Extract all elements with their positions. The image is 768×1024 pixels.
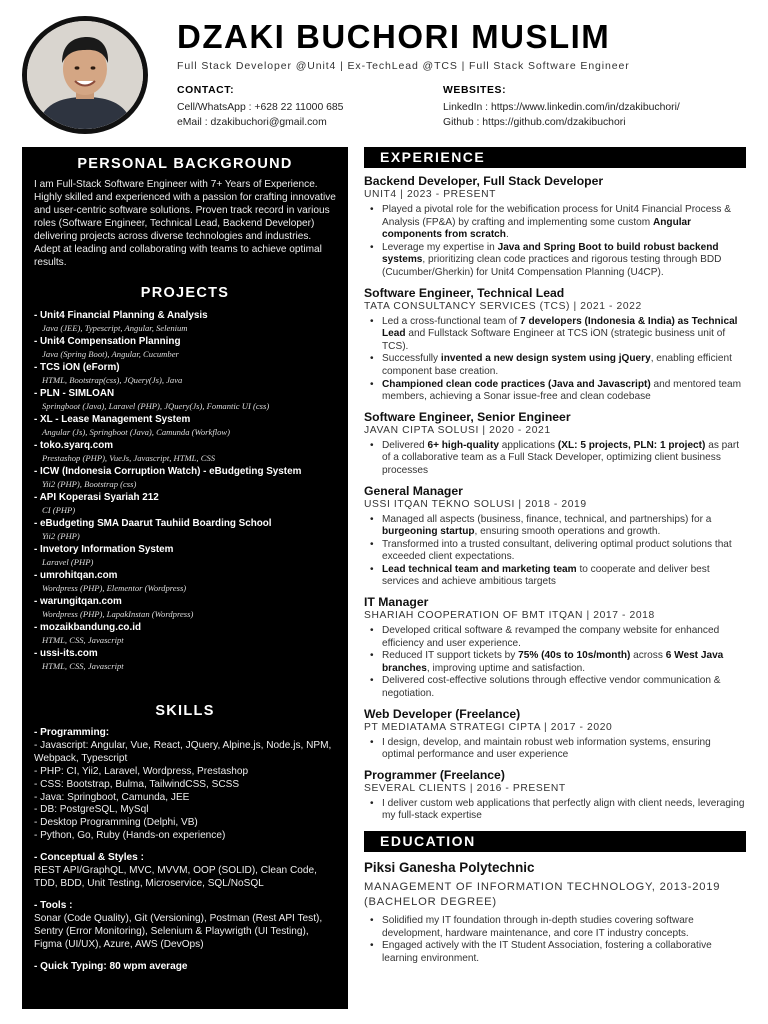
- job-entry: [364, 707, 746, 762]
- job-entry: [364, 595, 746, 701]
- job-title: Programmer (Freelance): [364, 767, 505, 782]
- project-name: - PLN - SIMLOAN: [34, 388, 115, 399]
- job-bullet: • Reduced IT support tickets by 75% (40s to 10s/month) across 6 West Java branches, improving uptime and satisfaction.: [364, 650, 746, 675]
- job-bullet: • Managed all aspects (business, finance, technical, and partnerships) for a burgeoning startup, ensuring smooth operations and growth.: [364, 514, 746, 539]
- job-entry: [364, 174, 746, 280]
- job-bullet: • Played a pivotal role for the webification process for Unit4 Financial Process & Analysis (FP&A) by crafting and implementing some custom Angular components from scratch.: [364, 204, 746, 242]
- project-name: - warungitqan.com: [34, 596, 122, 607]
- candidate-name: DZAKI BUCHORI MUSLIM: [177, 18, 611, 55]
- profile-photo-image: [27, 21, 143, 129]
- skills-block: [34, 727, 336, 973]
- project-stack: Java (JEE), Typescript, Angular, Selenium: [42, 323, 188, 333]
- project-item: [34, 413, 336, 439]
- skills-concept-heading: - Conceptual & Styles :: [34, 852, 144, 864]
- project-item: [34, 517, 336, 543]
- job-title: General Manager: [364, 483, 463, 498]
- project-name: - API Koperasi Syariah 212: [34, 492, 159, 503]
- linkedin-link[interactable]: LinkedIn : https://www.linkedin.com/in/dzakibuchori/: [443, 102, 680, 113]
- project-stack: Angular (Js), Springboot (Java), Camunda (Workflow): [42, 427, 231, 437]
- project-item: [34, 335, 336, 361]
- skill-line: - Desktop Programming (Delphi, VB): [34, 817, 198, 829]
- project-item: [34, 387, 336, 413]
- project-stack: HTML, Bootstrap(css), JQuery(Js), Java: [42, 375, 183, 385]
- project-name: - mozaikbandung.co.id: [34, 622, 141, 633]
- education-school: Piksi Ganesha Polytechnic: [364, 860, 535, 875]
- project-item: [34, 309, 336, 335]
- project-stack: CI (PHP): [42, 505, 76, 515]
- project-stack: Laravel (PHP): [42, 557, 94, 567]
- skill-line: - Python, Go, Ruby (Hands-on experience): [34, 830, 226, 842]
- job-bullet: • I deliver custom web applications that perfectly align with client needs, leveraging my full-stack expertise: [364, 798, 746, 823]
- project-name: - Invetory Information System: [34, 544, 174, 555]
- education-bullet: • Solidified my IT foundation through in-depth studies covering software development, hardware maintenance, and core IT industry concepts.: [364, 915, 746, 940]
- project-name: - umrohitqan.com: [34, 570, 118, 581]
- skills-concept-text: REST API/GraphQL, MVC, MVVM, OOP (SOLID), Clean Code, TDD, BDD, Unit Testing, Microservice, SQL/NoSQL: [34, 865, 317, 889]
- email-link[interactable]: eMail : dzakibuchori@gmail.com: [177, 117, 327, 128]
- project-stack: Java (Spring Boot), Angular, Cucumber: [42, 349, 179, 359]
- skill-line: - PHP: CI, Yii2, Laravel, Wordpress, Prestashop: [34, 765, 249, 777]
- project-name: - Unit4 Compensation Planning: [34, 336, 181, 347]
- profile-photo: [22, 16, 148, 134]
- job-meta: JAVAN CIPTA SOLUSI | 2020 - 2021: [364, 424, 551, 436]
- skills-programming-heading: - Programming:: [34, 727, 110, 738]
- github-link[interactable]: Github : https://github.com/dzakibuchori: [443, 117, 626, 128]
- contact-block: [177, 83, 343, 130]
- education-heading: EDUCATION: [364, 831, 746, 852]
- right-column: [364, 147, 746, 965]
- job-bullet: • Leverage my expertise in Java and Spring Boot to build robust backend systems, prioritizing clean code practices and rigorous testing through BDD (Cucumber/Gherkin) for Unit4 Compensation Planning (U4CP).: [364, 242, 746, 280]
- job-title: Web Developer (Freelance): [364, 706, 521, 721]
- projects-heading: PROJECTS: [140, 285, 230, 301]
- project-stack: HTML, CSS, Javascript: [42, 661, 124, 671]
- job-meta: USSI ITQAN TEKNO SOLUSI | 2018 - 2019: [364, 498, 587, 510]
- project-stack: Prestashop (PHP), VueJs, Javascript, HTML, CSS: [42, 453, 216, 463]
- job-entry: [364, 484, 746, 590]
- skills-tools-heading: - Tools :: [34, 899, 73, 911]
- skills-typing: - Quick Typing: 80 wpm average: [34, 960, 188, 972]
- job-title: Backend Developer, Full Stack Developer: [364, 174, 604, 188]
- job-bullet: • Transformed into a trusted consultant, delivering optimal product solutions that exceeded client expectations.: [364, 539, 746, 564]
- project-name: - TCS iON (eForm): [34, 362, 120, 373]
- job-meta: SEVERAL CLIENTS | 2016 - PRESENT: [364, 782, 566, 794]
- websites-block: [443, 83, 680, 130]
- websites-heading: WEBSITES:: [443, 85, 507, 96]
- skill-line: - DB: PostgreSQL, MySql: [34, 804, 149, 816]
- project-item: [34, 569, 336, 595]
- project-item: [34, 439, 336, 465]
- project-name: - ussi-its.com: [34, 648, 98, 659]
- personal-background-text: I am Full-Stack Software Engineer with 7+ Years of Experience. Highly skilled and experienced with a passion for crafting innovative and user-centric software solutions. Proven track record in various roles (Software Engineer, Technical Lead, Backend Developer) delivering projects across diverse technologies and industries. Adept at leading and collaborating with teams to achieve optimal results.: [34, 179, 336, 268]
- project-item: [34, 361, 336, 387]
- job-entry: [364, 410, 746, 478]
- job-bullet: • Delivered cost-effective solutions through effective vendor communication & negotiation.: [364, 675, 746, 700]
- job-entry: [364, 286, 746, 404]
- project-stack: Yii2 (PHP), Bootstrap (css): [42, 479, 137, 489]
- job-bullet: • Developed critical software & revamped the company website for enhanced efficiency and user experience.: [364, 625, 746, 650]
- job-title: Software Engineer, Technical Lead: [364, 285, 565, 300]
- experience-heading: EXPERIENCE: [364, 147, 746, 168]
- job-meta: TATA CONSULTANCY SERVICES (TCS) | 2021 - 2022: [364, 300, 642, 312]
- job-meta: PT MEDIATAMA STRATEGI CIPTA | 2017 - 2020: [364, 721, 613, 733]
- project-item: [34, 543, 336, 569]
- contact-heading: CONTACT:: [177, 85, 235, 96]
- skill-line: - CSS: Bootstrap, Bulma, TailwindCSS, SCSS: [34, 778, 240, 790]
- project-name: - Unit4 Financial Planning & Analysis: [34, 310, 208, 321]
- project-stack: Wordpress (PHP), LapakInstan (Wordpress): [42, 609, 194, 619]
- skills-tools-text: Sonar (Code Quality), Git (Versioning), Postman (Rest API Test), Sentry (Error Monitoring), Selenium & Playwrigth (UI Testing), Figma (UI/UX), Azure, AWS (DevOps): [34, 912, 323, 950]
- project-stack: Yii2 (PHP): [42, 531, 80, 541]
- job-bullet: • Successfully invented a new design system using jQuery, enabling efficient component base creation.: [364, 353, 746, 378]
- project-item: [34, 621, 336, 647]
- job-meta: SHARIAH COOPERATION OF BMT ITQAN | 2017 - 2018: [364, 610, 655, 622]
- project-item: [34, 491, 336, 517]
- job-bullet: • Led a cross-functional team of 7 developers (Indonesia & India) as Technical Lead and Fullstack Software Engineer at TCS iON (strategic business unit of TCS).: [364, 316, 746, 354]
- project-name: - ICW (Indonesia Corruption Watch) - eBudgeting System: [34, 466, 302, 477]
- project-name: - toko.syarq.com: [34, 440, 114, 451]
- job-bullet: • Delivered 6+ high-quality applications (XL: 5 projects, PLN: 1 project) as part of a collaborative team as a Full Stack Developer, optimizing client business processes: [364, 440, 746, 478]
- candidate-tagline: Full Stack Developer @Unit4 | Ex-TechLead @TCS | Full Stack Software Engineer: [177, 60, 630, 72]
- project-stack: HTML, CSS, Javascript: [42, 635, 124, 645]
- job-entry: [364, 768, 746, 823]
- left-column: [22, 147, 348, 1009]
- skill-line: - Java: Springboot, Camunda, JEE: [34, 791, 190, 803]
- phone-text: Cell/WhatsApp : +628 22 11000 685: [177, 102, 344, 113]
- project-name: - eBudgeting SMA Daarut Tauhiid Boarding School: [34, 518, 272, 529]
- education-degree: MANAGEMENT OF INFORMATION TECHNOLOGY, 2013-2019 (BACHELOR DEGREE): [364, 881, 721, 908]
- job-title: Software Engineer, Senior Engineer: [364, 409, 571, 424]
- job-bullet: • Championed clean code practices (Java and Javascript) and mentored team members, achieving a Sonar issue-free and clean codebase: [364, 379, 746, 404]
- project-item: [34, 465, 336, 491]
- personal-background-heading: PERSONAL BACKGROUND: [77, 156, 293, 172]
- skill-line: - Javascript: Angular, Vue, React, JQuery, Alpine.js, Node.js, NPM, Webpack, Typescript: [34, 739, 332, 764]
- projects-list: [34, 309, 336, 673]
- job-bullet: • I design, develop, and maintain robust web information systems, ensuring optimal performance and user experience: [364, 737, 746, 762]
- job-meta: UNIT4 | 2023 - PRESENT: [364, 189, 497, 200]
- job-bullet: • Lead technical team and marketing team to cooperate and deliver best services and achieve ambitious targets: [364, 564, 746, 589]
- project-name: - XL - Lease Management System: [34, 414, 191, 425]
- education-bullet: • Engaged actively with the IT Student Association, fostering a collaborative learning environment.: [364, 940, 746, 965]
- project-stack: Springboot (Java), Laravel (PHP), JQuery(Js), Fomantic UI (css): [42, 401, 270, 411]
- job-title: IT Manager: [364, 595, 429, 610]
- project-item: [34, 647, 336, 673]
- project-item: [34, 595, 336, 621]
- project-stack: Wordpress (PHP), Elementor (Wordpress): [42, 583, 187, 593]
- skills-heading: SKILLS: [155, 703, 215, 719]
